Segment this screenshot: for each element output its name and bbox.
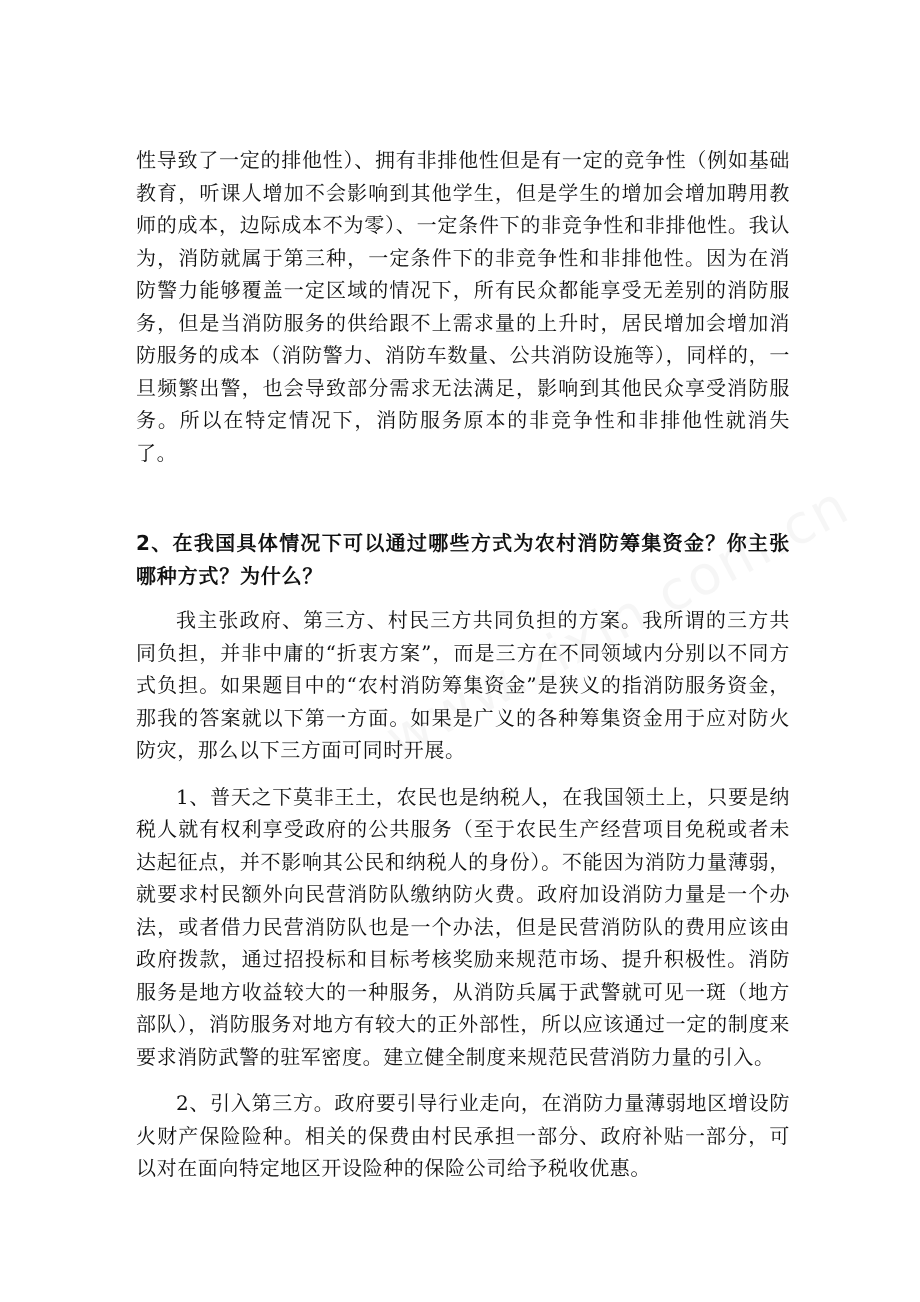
question-heading: 2、在我国具体情况下可以通过哪些方式为农村消防筹集资金？你主张哪种方式？为什么？ bbox=[136, 531, 790, 588]
document-page bbox=[136, 144, 790, 1185]
point-2-paragraph: 2、引入第三方。政府要引导行业走向，在消防力量薄弱地区增设防火财产保险险种。相关的保费由村民承担一部分、政府补贴一部分，可以对在面向特定地区开设险种的保险公司给予税收优惠。 bbox=[136, 1091, 790, 1180]
point-1-paragraph: 1、普天之下莫非王土，农民也是纳税人，在我国领土上，只要是纳税人就有权利享受政府的公共服务（至于农民生产经营项目免税或者未达起征点，并不影响其公民和纳税人的身份）。不能因为消防力量薄弱，就要求村民额外向民营消防队缴纳防火费。政府加设消防力量是一个办法，或者借力民营消防队也是一个办法，但是民营消防队的费用应该由政府拨款，通过招投标和目标考核奖励来规范市场、提升积极性。消防服务是地方收益较大的一种服务，从消防兵属于武警就可见一斑（地方部队），消防服务对地方有较大的正外部性，所以应该通过一定的制度来要求消防武警的驻军密度。建立健全制度来规范民营消防力量的引入。 bbox=[136, 784, 790, 1069]
continuation-paragraph: 性导致了一定的排他性）、拥有非排他性但是有一定的竞争性（例如基础教育，听课人增加不会影响到其他学生，但是学生的增加会增加聘用教师的成本，边际成本不为零）、一定条件下的非竞争性和非排他性。我认为，消防就属于第三种，一定条件下的非竞争性和非排他性。因为在消防警力能够覆盖一定区域的情况下，所有民众都能享受无差别的消防服务，但是当消防服务的供给跟不上需求量的上升时，居民增加会增加消防服务的成本（消防警力、消防车数量、公共消防设施等），同样的，一旦频繁出警，也会导致部分需求无法满足，影响到其他民众享受消防服务。所以在特定情况下，消防服务原本的非竞争性和非排他性就消失了。 bbox=[136, 148, 790, 465]
answer-intro-paragraph: 我主张政府、第三方、村民三方共同负担的方案。我所谓的三方共同负担，并非中庸的“折衷方案”，而是三方在不同领域内分别以不同方式负担。如果题目中的“农村消防筹集资金”是狭义的指消防服务资金，那我的答案就以下第一方面。如果是广义的各种筹集资金用于应对防火防灾，那么以下三方面可同时开展。 bbox=[136, 608, 790, 762]
